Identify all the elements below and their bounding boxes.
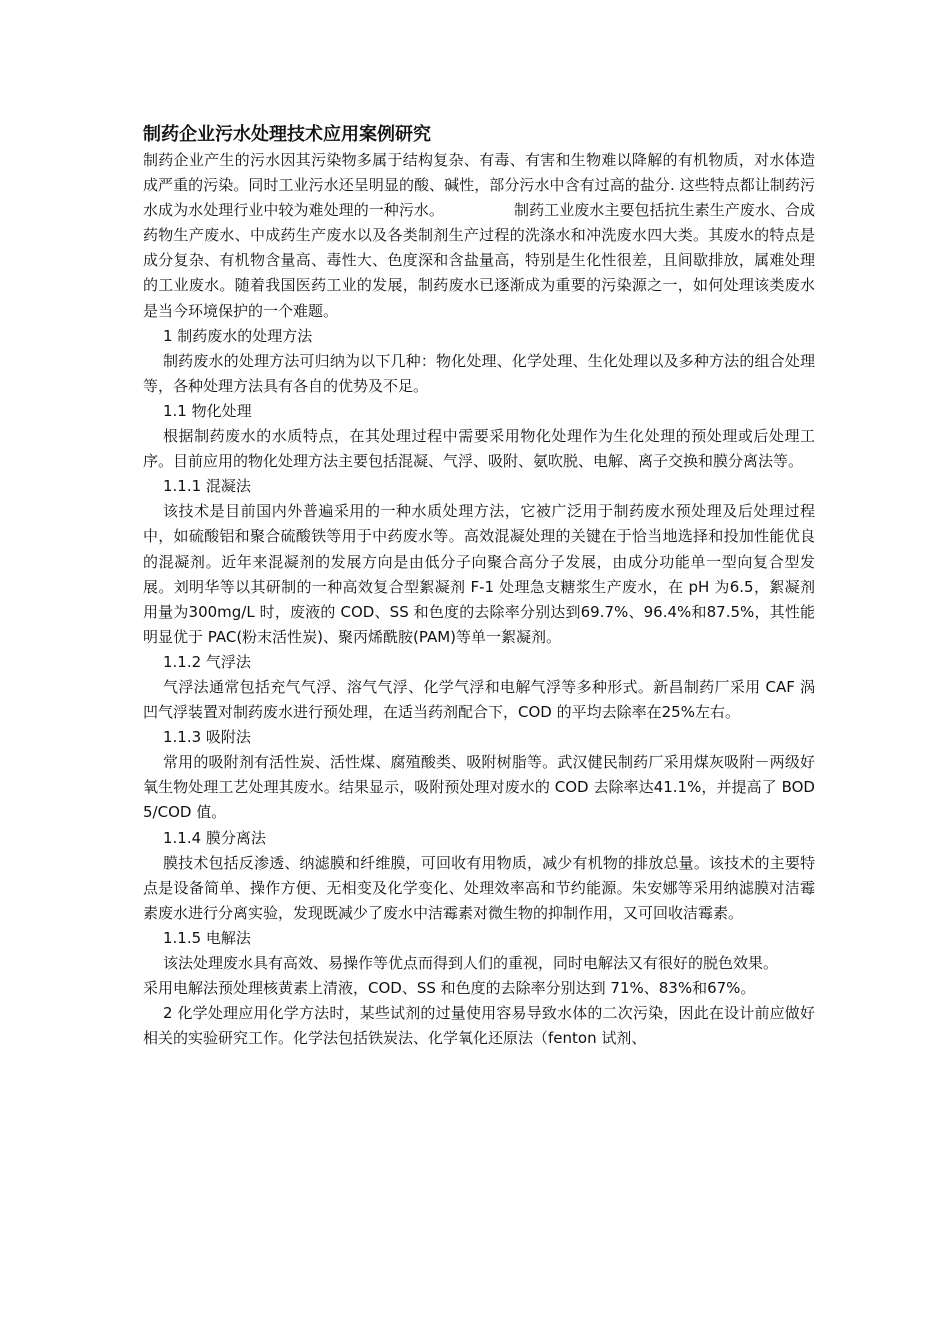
section-heading-1-1-4: 1.1.4 膜分离法	[163, 828, 266, 847]
section-heading-1-1-5: 1.1.5 电解法	[163, 928, 251, 947]
section-text-1-1-4: 膜技术包括反渗透、纳滤膜和纤维膜，可回收有用物质，减少有机物的排放总量。该技术的主要特点是设备简单、操作方便、无相变及化学变化、处理效率高和节约能源。朱安娜等采用纳滤膜对洁霉素废水进行分离实验，发现既减少了废水中洁霉素对微生物的抑制作用，又可回收洁霉素。	[143, 853, 815, 922]
document-page	[143, 122, 815, 1051]
intro-text-a: 制药企业产生的污水因其污染物多属于结构复杂、有毒、有害和生物难以降解的有机物质，对水体造成严重的污染。同时工业污水还呈明显的酸、碱性，部分污水中含有过高的盐分. 这些特点都让制药污水成为水处理行业中较为难处理的一种污水。	[143, 151, 815, 220]
intro-paragraph	[143, 148, 815, 324]
section-heading-1-1: 1.1 物化处理	[163, 401, 252, 420]
section-heading-1-1-2: 1.1.2 气浮法	[163, 652, 251, 671]
section-text-1-1: 根据制药废水的水质特点，在其处理过程中需要采用物化处理作为生化处理的预处理或后处理工序。目前应用的物化处理方法主要包括混凝、气浮、吸附、氨吹脱、电解、离子交换和膜分离法等。	[143, 427, 815, 471]
section-text-1-1-3: 常用的吸附剂有活性炭、活性煤、腐殖酸类、吸附树脂等。武汉健民制药厂采用煤灰吸附－两级好氧生物处理工艺处理其废水。结果显示，吸附预处理对废水的 COD 去除率达41.1%，并提高了 BOD5/COD 值。	[143, 753, 815, 822]
section-text-1-1-2: 气浮法通常包括充气气浮、溶气气浮、化学气浮和电解气浮等多种形式。新昌制药厂采用 CAF 涡凹气浮装置对制药废水进行预处理，在适当药剂配合下，COD 的平均去除率在25%左右。	[143, 677, 815, 722]
section-heading-1-1-1: 1.1.1 混凝法	[163, 477, 251, 496]
document-title: 制药企业污水处理技术应用案例研究	[143, 124, 431, 145]
section-text-1-1-5: 该法处理废水具有高效、易操作等优点而得到人们的重视，同时电解法又有很好的脱色效果。	[163, 954, 779, 972]
section-heading-1-1-3: 1.1.3 吸附法	[163, 728, 251, 747]
intro-text-b: 制药工业废水主要包括抗生素生产废水、合成药物生产废水、中成药生产废水以及各类制剂生产过程的洗涤水和冲洗废水四大类。其废水的特点是成分复杂、有机物含量高、毒性大、色度深和含盐量高，特别是生化性很差，且间歇排放，属难处理的工业废水。随着我国医药工业的发展，制药废水已逐渐成为重要的污染源之一，如何处理该类废水是当今环境保护的一个难题。	[143, 201, 815, 320]
section-text-2: 2 化学处理应用化学方法时，某些试剂的过量使用容易导致水体的二次污染，因此在设计前应做好相关的实验研究工作。化学法包括铁炭法、化学氧化还原法（fenton 试剂、	[143, 1004, 815, 1048]
section-heading-1: 1 制药废水的处理方法	[163, 326, 313, 345]
section-text-1-1-5-continued: 采用电解法预处理核黄素上清液，COD、SS 和色度的去除率分别达到 71%、83%和67%。	[143, 979, 756, 998]
section-text-1-1-1: 该技术是目前国内外普遍采用的一种水质处理方法，它被广泛用于制药废水预处理及后处理过程中，如硫酸铝和聚合硫酸铁等用于中药废水等。高效混凝处理的关键在于恰当地选择和投加性能优良的混凝剂。近年来混凝剂的发展方向是由低分子向聚合高分子发展，由成分功能单一型向复合型发展。刘明华等以其研制的一种高效复合型絮凝剂 F-1 处理急支糖浆生产废水，在 pH 为6.5，絮凝剂用量为300mg/L 时，废液的 COD、SS 和色度的去除率分别达到69.7%、96.4%和87.5%，其性能明显优于 PAC(粉末活性炭)、聚丙烯酰胺(PAM)等单一絮凝剂。	[143, 502, 815, 646]
section-text-1: 制药废水的处理方法可归纳为以下几种：物化处理、化学处理、生化处理以及多种方法的组合处理等，各种处理方法具有各自的优势及不足。	[143, 351, 815, 395]
